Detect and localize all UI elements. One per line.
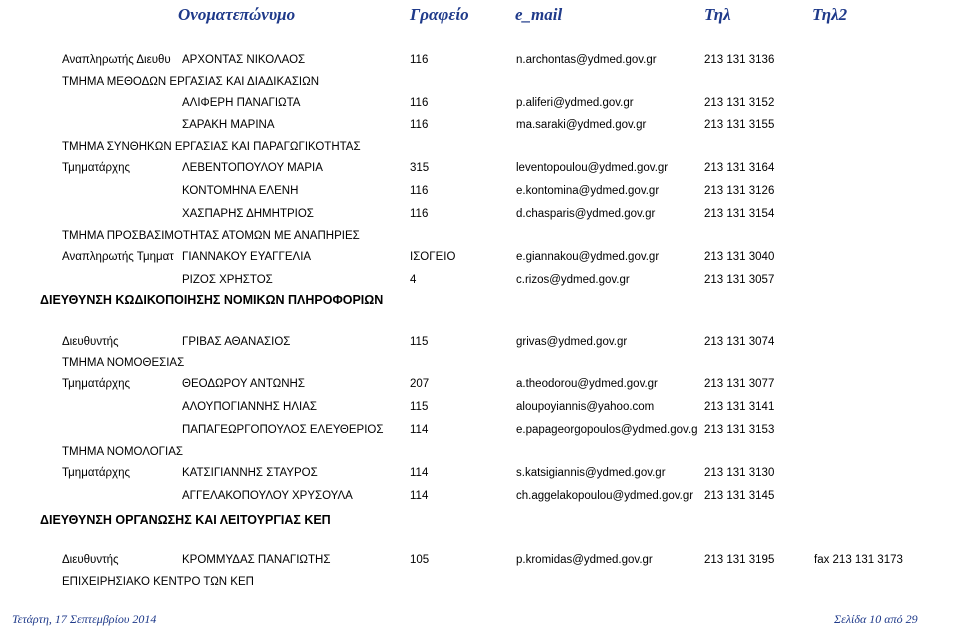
email-cell: c.rizos@ydmed.gov.gr xyxy=(516,274,630,286)
office-cell: 207 xyxy=(410,378,430,390)
phone-cell: 213 131 3145 xyxy=(704,490,775,502)
phone-cell: 213 131 3155 xyxy=(704,119,775,131)
phone-cell: 213 131 3195 xyxy=(704,554,775,566)
email-cell: d.chasparis@ydmed.gov.gr xyxy=(516,208,656,220)
role-cell: Τμηματάρχης xyxy=(62,467,131,479)
header-office: Γραφείο xyxy=(410,5,469,24)
section-heading: ΤΜΗΜΑ ΝΟΜΟΛΟΓΙΑΣ xyxy=(62,446,183,458)
office-cell: 116 xyxy=(410,97,429,109)
office-cell: 116 xyxy=(410,208,429,220)
name-cell: ΚΑΤΣΙΓΙΑΝΝΗΣ ΣΤΑΥΡΟΣ xyxy=(182,467,318,479)
office-cell: 115 xyxy=(410,401,429,413)
role-cell: Αναπληρωτής Διευθυ xyxy=(62,54,171,66)
phone-cell: 213 131 3077 xyxy=(704,378,775,390)
name-cell: ΓΙΑΝΝΑΚΟΥ ΕΥΑΓΓΕΛΙΑ xyxy=(182,251,312,263)
section-heading: ΕΠΙΧΕΙΡΗΣΙΑΚΟ ΚΕΝΤΡΟ ΤΩΝ ΚΕΠ xyxy=(62,576,254,588)
email-cell: aloupoyiannis@yahoo.com xyxy=(516,401,655,413)
section-heading: ΤΜΗΜΑ ΣΥΝΘΗΚΩΝ ΕΡΓΑΣΙΑΣ ΚΑΙ ΠΑΡΑΓΩΓΙΚΟΤΗΤΑΣ xyxy=(62,141,361,153)
email-cell: e.kontomina@ydmed.gov.gr xyxy=(516,185,660,197)
name-cell: ΡΙΖΟΣ ΧΡΗΣΤΟΣ xyxy=(182,274,273,286)
phone-cell: 213 131 3154 xyxy=(704,208,775,220)
section-heading: ΤΜΗΜΑ ΠΡΟΣΒΑΣΙΜΟΤΗΤΑΣ ΑΤΟΜΩΝ ΜΕ ΑΝΑΠΗΡΙΕΣ xyxy=(62,230,360,242)
office-cell: 116 xyxy=(410,119,429,131)
name-cell: ΚΟΝΤΟΜΗΝΑ ΕΛΕΝΗ xyxy=(182,185,299,197)
directorate-heading: ΔΙΕΥΘΥΝΣΗ ΚΩΔΙΚΟΠΟΙΗΣΗΣ ΝΟΜΙΚΩΝ ΠΛΗΡΟΦΟΡΙΩΝ xyxy=(40,293,384,307)
office-cell: 4 xyxy=(410,274,417,286)
role-cell: Αναπληρωτής Τμηματ xyxy=(62,251,174,263)
office-cell: 114 xyxy=(410,490,429,502)
email-cell: p.kromidas@ydmed.gov.gr xyxy=(516,554,653,566)
phone-cell: 213 131 3057 xyxy=(704,274,775,286)
phone-cell: 213 131 3152 xyxy=(704,97,775,109)
office-cell: 116 xyxy=(410,54,429,66)
email-cell: leventopoulou@ydmed.gov.gr xyxy=(516,162,669,174)
email-cell: ma.saraki@ydmed.gov.gr xyxy=(516,119,647,131)
phone-cell: 213 131 3136 xyxy=(704,54,775,66)
phone-cell: 213 131 3141 xyxy=(704,401,775,413)
name-cell: ΓΡΙΒΑΣ ΑΘΑΝΑΣΙΟΣ xyxy=(182,336,291,348)
header-email: e_mail xyxy=(515,5,563,24)
name-cell: ΣΑΡΑΚΗ ΜΑΡΙΝΑ xyxy=(182,119,275,131)
footer-page-number: Σελίδα 10 από 29 xyxy=(834,612,918,626)
office-cell: 315 xyxy=(410,162,430,174)
phone-cell: 213 131 3126 xyxy=(704,185,775,197)
office-cell: 105 xyxy=(410,554,430,566)
phone-cell: 213 131 3164 xyxy=(704,162,775,174)
email-cell: p.aliferi@ydmed.gov.gr xyxy=(516,97,634,109)
header-phone: Τηλ xyxy=(704,5,731,24)
name-cell: ΠΑΠΑΓΕΩΡΓΟΠΟΥΛΟΣ ΕΛΕΥΘΕΡΙΟΣ xyxy=(182,424,384,436)
name-cell: ΑΡΧΟΝΤΑΣ ΝΙΚΟΛΑΟΣ xyxy=(182,54,306,66)
role-cell: Τμηματάρχης xyxy=(62,162,131,174)
directorate-heading: ΔΙΕΥΘΥΝΣΗ ΟΡΓΑΝΩΣΗΣ ΚΑΙ ΛΕΙΤΟΥΡΓΙΑΣ ΚΕΠ xyxy=(40,513,331,527)
phone2-cell: fax 213 131 3173 xyxy=(814,554,903,566)
role-cell: Διευθυντής xyxy=(62,336,119,348)
name-cell: ΛΕΒΕΝΤΟΠΟΥΛΟΥ ΜΑΡΙΑ xyxy=(182,162,323,174)
email-cell: ch.aggelakopoulou@ydmed.gov.gr xyxy=(516,490,694,502)
section-heading: ΤΜΗΜΑ ΜΕΘΟΔΩΝ ΕΡΓΑΣΙΑΣ ΚΑΙ ΔΙΑΔΙΚΑΣΙΩΝ xyxy=(62,76,320,88)
office-cell: 114 xyxy=(410,467,429,479)
phone-cell: 213 131 3040 xyxy=(704,251,775,263)
email-cell: e.papageorgopoulos@ydmed.gov.g xyxy=(516,424,698,436)
footer-date: Τετάρτη, 17 Σεπτεμβρίου 2014 xyxy=(12,612,157,626)
email-cell: a.theodorou@ydmed.gov.gr xyxy=(516,378,658,390)
email-cell: n.archontas@ydmed.gov.gr xyxy=(516,54,657,66)
office-cell: 114 xyxy=(410,424,429,436)
name-cell: ΚΡΟΜΜΥΔΑΣ ΠΑΝΑΓΙΩΤΗΣ xyxy=(182,554,331,566)
office-cell: ΙΣΟΓΕΙΟ xyxy=(410,251,456,263)
name-cell: ΑΓΓΕΛΑΚΟΠΟΥΛΟΥ ΧΡΥΣΟΥΛΑ xyxy=(182,490,353,502)
phone-cell: 213 131 3130 xyxy=(704,467,775,479)
name-cell: ΑΛΙΦΕΡΗ ΠΑΝΑΓΙΩΤΑ xyxy=(182,97,301,109)
office-cell: 116 xyxy=(410,185,429,197)
office-cell: 115 xyxy=(410,336,429,348)
header-name: Ονοματεπώνυμο xyxy=(178,5,296,24)
phone-cell: 213 131 3153 xyxy=(704,424,775,436)
role-cell: Τμηματάρχης xyxy=(62,378,131,390)
role-cell: Διευθυντής xyxy=(62,554,119,566)
name-cell: ΑΛΟΥΠΟΓΙΑΝΝΗΣ ΗΛΙΑΣ xyxy=(182,401,317,413)
phone-cell: 213 131 3074 xyxy=(704,336,775,348)
email-cell: grivas@ydmed.gov.gr xyxy=(516,336,628,348)
name-cell: ΧΑΣΠΑΡΗΣ ΔΗΜΗΤΡΙΟΣ xyxy=(182,208,314,220)
section-heading: ΤΜΗΜΑ ΝΟΜΟΘΕΣΙΑΣ xyxy=(62,357,185,369)
email-cell: s.katsigiannis@ydmed.gov.gr xyxy=(516,467,666,479)
email-cell: e.giannakou@ydmed.gov.gr xyxy=(516,251,660,263)
header-phone2: Τηλ2 xyxy=(812,5,848,24)
name-cell: ΘΕΟΔΩΡΟΥ ΑΝΤΩΝΗΣ xyxy=(182,378,305,390)
